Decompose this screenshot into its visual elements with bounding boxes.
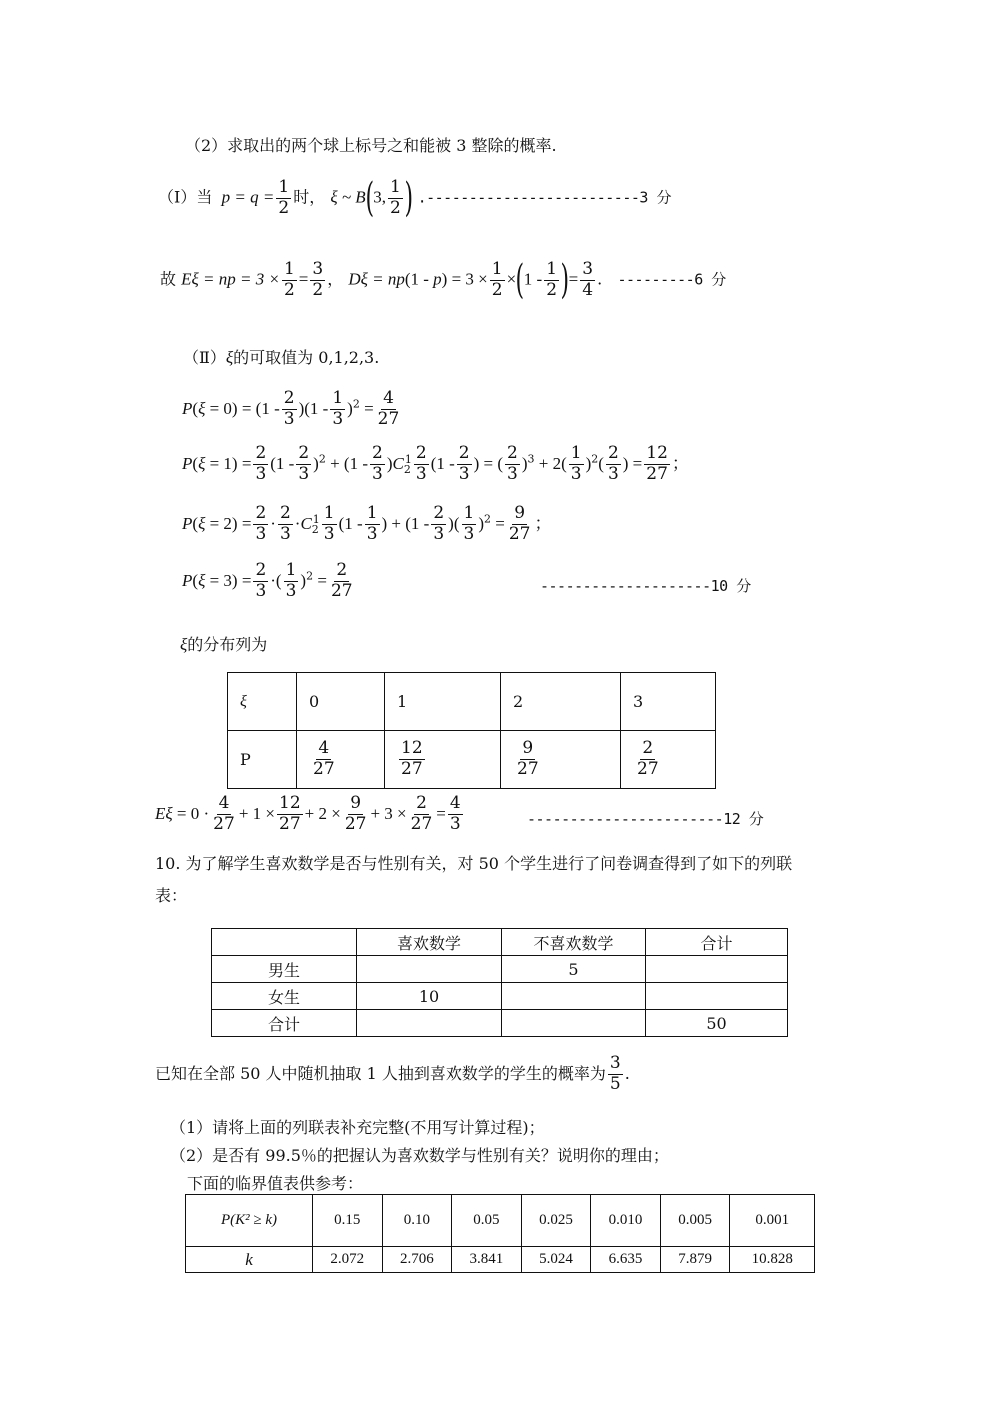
known-probability: $\frac{3}{5}$	[609, 1053, 621, 1094]
contingency-cell	[646, 956, 788, 983]
critical-p-value: 0.010	[591, 1195, 661, 1247]
expectation-formula: Eξ = 0 · $\frac{4}{27}$ + 1 × $\frac{12}{27}$ + 2 × $\frac{9}{27}$ + 3 × $\frac{2}{27}$ = $\frac{4}{3}$	[155, 793, 461, 834]
distribution-table	[227, 672, 716, 789]
contingency-header: 合计	[646, 929, 788, 956]
critical-k-value: 10.828	[730, 1247, 815, 1273]
critical-k-value: 6.635	[591, 1247, 661, 1273]
critical-k-value: 3.841	[452, 1247, 522, 1273]
part-1-label: （Ⅰ）当	[158, 187, 213, 207]
contingency-cell	[502, 983, 646, 1010]
critical-value-table	[185, 1194, 815, 1273]
contingency-cell: 5	[502, 956, 646, 983]
contingency-cell	[646, 983, 788, 1010]
dist-prob-1: $\frac{12}{27}$	[401, 738, 423, 779]
critical-p-label: P(K² ≥ k)	[186, 1195, 313, 1247]
prob-xi-1: P(ξ = 1) = $\frac{2}{3}$ (1 - $\frac{2}{3}$ )$^2$ + (1 - $\frac{2}{3}$ )$C_2^1$ $\frac{2}{3}$ (1 - $\frac{2}{3}$ ) = ( $\frac{2}{3}$ )$^3$ + 2( $\frac{1}{3}$ )$^2$( $\frac{2}{3}$ ) = $\frac{12}{27}$ ；	[182, 443, 689, 484]
contingency-cell	[357, 956, 502, 983]
contingency-cell: 合计	[212, 1010, 357, 1037]
prob-xi-3: P(ξ = 3) = $\frac{2}{3}$ ·( $\frac{1}{3}$ )$^2$ = $\frac{2}{27}$	[182, 560, 353, 601]
contingency-cell	[357, 1010, 502, 1037]
q10-line2: 表：	[155, 886, 188, 905]
critical-k-value: 2.706	[382, 1247, 452, 1273]
q10-line1: 10. 为了解学生喜欢数学是否与性别有关，对 50 个学生进行了问卷调查得到了如下的列联	[155, 854, 793, 873]
contingency-cell: 女生	[212, 983, 357, 1010]
contingency-header	[212, 929, 357, 956]
critical-k-value: 7.879	[660, 1247, 730, 1273]
dist-header-cell: 3	[621, 673, 716, 731]
part-1b-score: ---------6 分	[617, 270, 726, 289]
critical-k-value: 2.072	[313, 1247, 383, 1273]
part-1-expectation-line: 故 Eξ = np = 3 × $\frac{1}{2}$ = $\frac{3}{2}$ ， Dξ = np(1 - p) = 3 × $\frac{1}{2}$ ×(1 - $\frac{1}{2}$ )= $\frac{3}{4}$ . ---------6 分	[160, 257, 726, 303]
dist-prob-0: $\frac{4}{27}$	[313, 738, 335, 779]
part-2-intro: （Ⅱ）ξ的可取值为 0,1,2,3.	[183, 348, 380, 367]
q10-sub1: （1）请将上面的列联表补充完整(不用写计算过程)；	[170, 1118, 545, 1137]
critical-p-value: 0.10	[382, 1195, 452, 1247]
dist-prob-2: $\frac{9}{27}$	[517, 738, 539, 779]
critical-p-value: 0.15	[313, 1195, 383, 1247]
part-2-score: --------------------10 分	[540, 577, 751, 595]
dist-header-cell: 2	[501, 673, 621, 731]
part-1-line: （Ⅰ）当 p = q = $\frac{1}{2}$ 时， ξ ~ B(3, $\frac{1}{2}$ ) .-------------------------3 分	[158, 175, 671, 221]
q10-reference: 下面的临界值表供参考：	[187, 1174, 364, 1193]
dist-prob-3: $\frac{2}{27}$	[637, 738, 659, 779]
dist-header-cell: 0	[297, 673, 385, 731]
critical-k-value: 5.024	[521, 1247, 591, 1273]
distribution-intro: ξ的分布列为	[180, 635, 268, 654]
part-1-when: 时，	[293, 187, 326, 207]
expectation-score: -----------------------12 分	[527, 810, 764, 828]
part-1b-prefix: 故	[160, 269, 177, 289]
part-1-score: .-------------------------3 分	[417, 188, 671, 207]
contingency-cell	[502, 1010, 646, 1037]
contingency-header: 不喜欢数学	[502, 929, 646, 956]
critical-p-value: 0.05	[452, 1195, 522, 1247]
question-2-text: （2）求取出的两个球上标号之和能被 3 整除的概率.	[185, 136, 557, 155]
q10-sub2: （2）是否有 99.5％的把握认为喜欢数学与性别有关？说明你的理由；	[170, 1146, 669, 1165]
critical-k-label: k	[186, 1247, 313, 1273]
critical-p-value: 0.001	[730, 1195, 815, 1247]
contingency-cell: 男生	[212, 956, 357, 983]
contingency-cell: 50	[646, 1010, 788, 1037]
dist-row-label: P	[228, 731, 297, 789]
prob-xi-2: P(ξ = 2) = $\frac{2}{3}$ · $\frac{2}{3}$ $\cdot C_2^1$ $\frac{1}{3}$ (1 - $\frac{1}{3}$ ) + (1 - $\frac{2}{3}$ )( $\frac{1}{3}$ )$^2$ = $\frac{9}{27}$ ；	[182, 503, 552, 544]
contingency-table	[211, 928, 788, 1037]
contingency-header: 喜欢数学	[357, 929, 502, 956]
critical-p-value: 0.005	[660, 1195, 730, 1247]
critical-p-value: 0.025	[521, 1195, 591, 1247]
dist-header-cell: ξ	[228, 673, 297, 731]
q10-known-line: 已知在全部 50 人中随机抽取 1 人抽到喜欢数学的学生的概率为 $\frac{3}{5}$ .	[155, 1053, 630, 1094]
dist-header-cell: 1	[385, 673, 501, 731]
prob-xi-0: P(ξ = 0) = (1 - $\frac{2}{3}$ )(1 - $\frac{1}{3}$ )$^2$ = $\frac{4}{27}$	[182, 388, 400, 429]
contingency-cell: 10	[357, 983, 502, 1010]
